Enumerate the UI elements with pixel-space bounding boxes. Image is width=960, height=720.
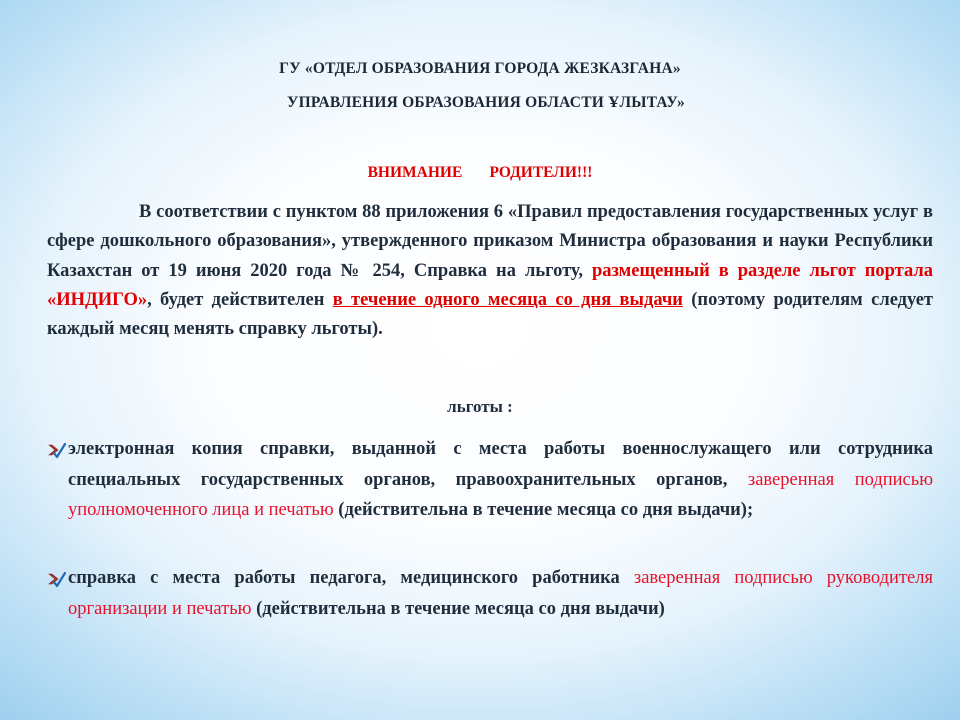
attention-word1: ВНИМАНИЕ bbox=[367, 164, 463, 181]
benefit-1-text1: электронная копия справки, выданной с места работы военнослужащего или сотрудника специальных государственных органов, правоохранительных органов bbox=[68, 439, 933, 490]
checkmark-arrow-icon bbox=[48, 570, 66, 588]
benefits-title: льготы : bbox=[447, 397, 513, 416]
benefit-1-sep: , bbox=[722, 469, 748, 490]
org-name-line1: ГУ «ОТДЕЛ ОБРАЗОВАНИЯ ГОРОДА ЖЕЗКАЗГАНА» bbox=[279, 60, 681, 77]
attention-word2: РОДИТЕЛИ!!! bbox=[489, 164, 593, 181]
paragraph-red-validity: в течение одного месяца со дня выдачи bbox=[332, 289, 683, 310]
benefit-2-red: заверенная подписью руководителя организации и печатью bbox=[68, 568, 933, 619]
benefit-2-text1: справка с места работы педагога, медицинского работника bbox=[68, 568, 634, 588]
paragraph-comma2: , будет действителен bbox=[147, 289, 325, 310]
paragraph-part2: (поэтому родителям следует каждый месяц менять справку льготы). bbox=[47, 289, 934, 340]
benefit-item-1-text bbox=[68, 434, 933, 526]
attention-gap bbox=[466, 164, 485, 181]
attention-heading bbox=[0, 164, 960, 182]
paragraph-part1: В соответствии с пунктом 88 приложения 6 «Правил предоставления государственных услуг в сфере дошкольного образования», утвержденного приказом Министра образования и науки Республики Казахстан от 19 июня 2020 года № 254, Справка на льготу bbox=[47, 202, 933, 281]
main-paragraph bbox=[47, 198, 933, 344]
org-name-line2: УПРАВЛЕНИЯ ОБРАЗОВАНИЯ ОБЛАСТИ ҰЛЫТАУ» bbox=[287, 94, 685, 111]
checkmark-arrow-icon bbox=[48, 441, 66, 459]
paragraph-red-portal: размещенный в разделе льгот портала «ИНДИГО» bbox=[47, 260, 934, 310]
benefit-2-text2: (действительна в течение месяца со дня выдачи) bbox=[251, 598, 665, 619]
benefit-1-red: заверенная подписью уполномоченного лица и печатью bbox=[68, 469, 934, 521]
benefit-item-1 bbox=[48, 434, 933, 526]
benefit-item-2 bbox=[48, 563, 933, 624]
paragraph-comma1: , bbox=[578, 260, 583, 281]
benefit-item-2-text bbox=[68, 563, 933, 624]
benefit-1-text2: (действительна в течение месяца со дня выдачи); bbox=[333, 500, 754, 521]
